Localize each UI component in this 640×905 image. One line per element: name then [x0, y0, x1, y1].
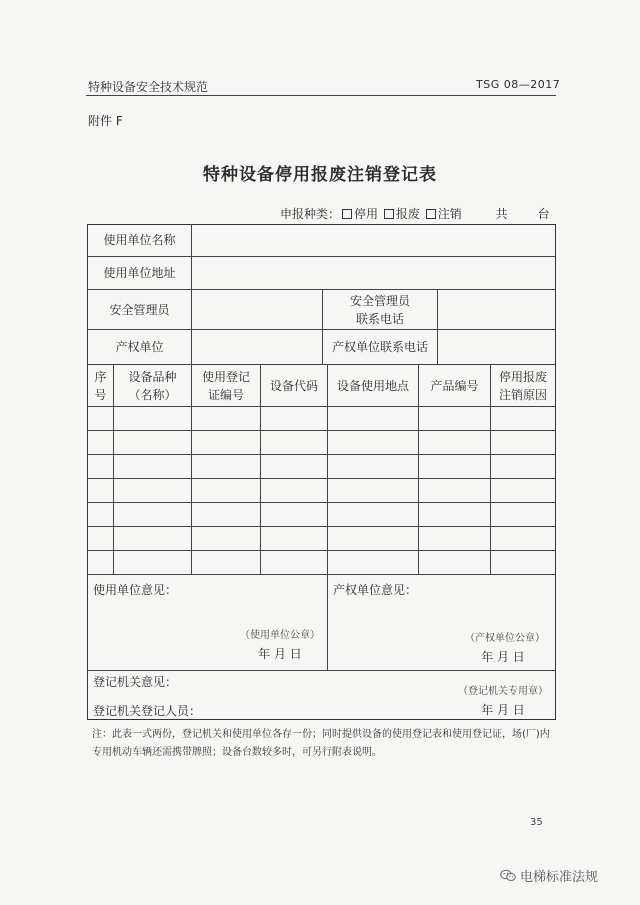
- registry-seal-label: [448, 683, 558, 699]
- user-seal-text: （使用单位公章）: [240, 629, 320, 641]
- count-suffix: 台: [537, 207, 550, 221]
- count-prefix: 共: [495, 207, 508, 221]
- col-header-text: （名称）: [128, 387, 177, 402]
- owner-seal-label: [455, 630, 555, 646]
- user-date: 年 月 日: [258, 647, 302, 661]
- form-line: [87, 550, 556, 551]
- page-title: 特种设备停用报废注销登记表: [203, 165, 437, 185]
- watermark: [500, 866, 598, 885]
- safety-manager-phone-field[interactable]: [438, 290, 555, 329]
- col-header-reason: [491, 365, 555, 406]
- unit-address-field[interactable]: [192, 257, 555, 289]
- col-header-text: 停用报废: [498, 369, 547, 384]
- form-line: [87, 454, 556, 455]
- safety-manager-label: 安全管理员: [109, 302, 170, 317]
- form-line: [87, 406, 556, 407]
- form-line: [87, 574, 556, 575]
- checkbox-scrap[interactable]: [384, 209, 394, 219]
- col-header-index: [88, 365, 113, 406]
- col-header-product-no: 产品编号: [430, 378, 479, 393]
- form-line: [87, 502, 556, 503]
- owner-seal-text: （产权单位公章）: [465, 632, 545, 644]
- page-number: 35: [530, 817, 543, 828]
- registry-date: 年 月 日: [481, 703, 525, 717]
- form-line: [87, 478, 556, 479]
- unit-name-field[interactable]: [192, 224, 555, 256]
- owner-label: 产权单位: [115, 340, 164, 354]
- safety-manager-phone-label: [323, 290, 437, 329]
- owner-phone-label: 产权单位联系电话: [331, 340, 428, 354]
- owner-date: 年 月 日: [481, 650, 525, 664]
- user-seal-label: [230, 627, 330, 643]
- col-header-text: 序: [94, 369, 107, 384]
- watermark-text: 电梯标准法规: [520, 870, 599, 885]
- footnote: 注：此表一式两份，登记机关和使用单位各存一份；同时提供设备的使用登记表和使用登记证，场(厂)内专用机动车辆还需携带牌照；设备台数较多时，可另行附表说明。: [92, 729, 550, 758]
- safety-manager-phone-label-line1: 安全管理员: [349, 293, 410, 308]
- col-header-text: 设备品种: [128, 369, 177, 384]
- owner-field[interactable]: [192, 330, 322, 364]
- form-line: [87, 430, 556, 431]
- option-stop: 停用: [354, 207, 379, 221]
- option-scrap: 报废: [395, 207, 420, 221]
- col-header-text: 使用登记: [201, 369, 250, 384]
- registry-opinion-label: 登记机关意见：: [93, 675, 178, 689]
- user-opinion-label: 使用单位意见：: [93, 583, 178, 597]
- registry-staff-label: 登记机关登记人员：: [93, 704, 202, 718]
- col-header-text: 证编号: [207, 387, 244, 402]
- registry-seal-text: （登记机关专用章）: [458, 685, 548, 697]
- col-header-text: 号: [94, 387, 107, 402]
- option-cancel: 注销: [437, 207, 462, 221]
- owner-opinion-label: 产权单位意见：: [333, 583, 418, 597]
- col-header-equipment-code: 设备代码: [269, 378, 318, 393]
- request-type-line: [280, 205, 552, 222]
- col-header-text: 注销原因: [498, 387, 547, 402]
- safety-manager-phone-label-line2: 联系电话: [355, 311, 404, 326]
- form-line: [87, 670, 556, 671]
- wechat-icon: [500, 869, 516, 882]
- checkbox-stop[interactable]: [342, 209, 352, 219]
- header-rule: [86, 95, 556, 96]
- safety-manager-field[interactable]: [192, 290, 322, 329]
- unit-name-label: 使用单位名称: [103, 233, 176, 247]
- unit-address-label: 使用单位地址: [103, 266, 176, 280]
- col-header-equipment-type: [114, 365, 191, 406]
- form-line: [87, 526, 556, 527]
- col-header-certificate-no: [192, 365, 260, 406]
- running-header-title: 特种设备安全技术规范: [88, 80, 209, 94]
- owner-phone-field[interactable]: [438, 330, 555, 364]
- col-header-location: 设备使用地点: [336, 378, 409, 393]
- checkbox-cancel[interactable]: [426, 209, 436, 219]
- request-type-label: 申报种类：: [280, 207, 341, 221]
- annex-label: 附件 F: [88, 114, 123, 128]
- running-header-code: TSG 08—2017: [476, 78, 561, 91]
